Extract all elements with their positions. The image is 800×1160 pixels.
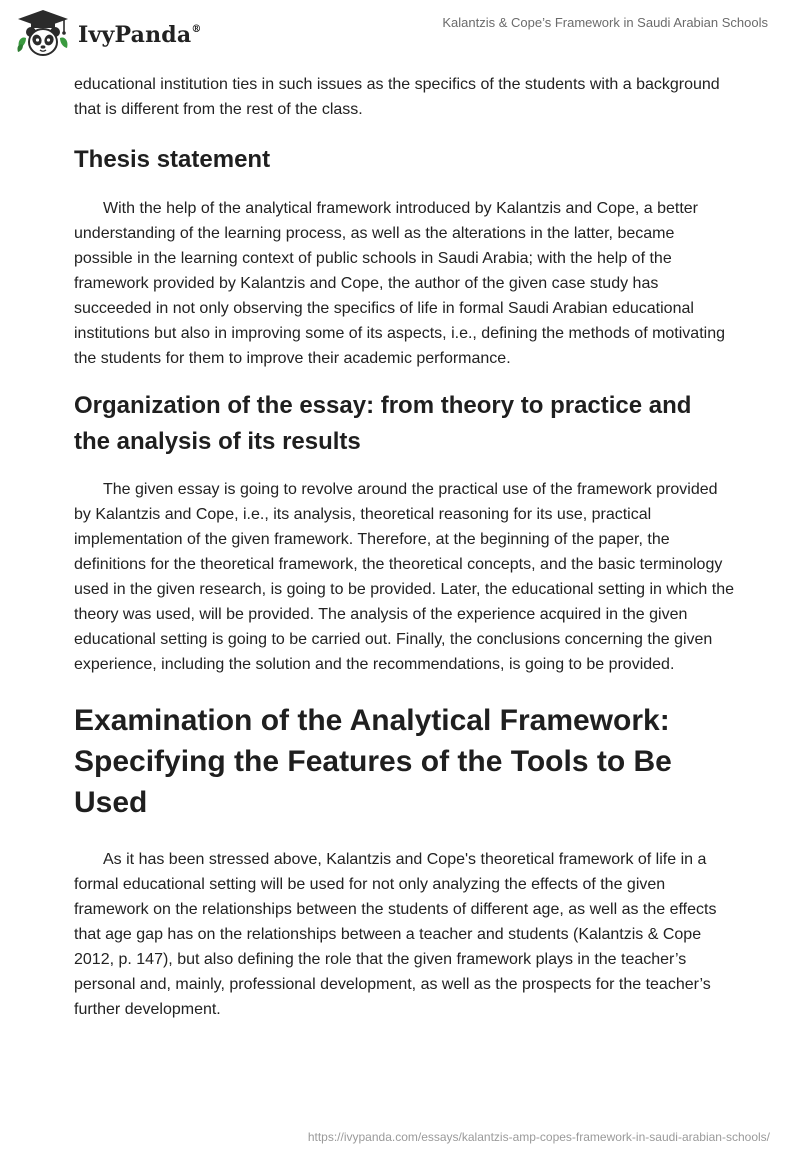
ivypanda-logo[interactable] <box>14 8 202 58</box>
essay-body <box>74 72 734 1022</box>
logo-wordmark: IvyPanda® <box>78 22 202 48</box>
examination-paragraph: As it has been stressed above, Kalantzis and Cope's theoretical framework of life in a formal educational setting will be used for not only analyzing the effects of the given framework on the relationships between the students of different age, as well as the effects that age gap has on the relationships between a teacher and students (Kalantzis & Cope 2012, p. 147), but also defining the role that the given framework plays in the teacher’s personal and, mainly, professional development, as well as the prospects for the teacher’s further development. <box>74 851 717 1018</box>
panda-graduate-icon <box>14 8 72 58</box>
thesis-paragraph: With the help of the analytical framework introduced by Kalantzis and Cope, a better understanding of the learning process, as well as the alterations in the latter, became possible in the learning context of public schools in Saudi Arabia; with the help of the framework provided by Kalantzis and Cope, the author of the given case study has succeeded in not only observing the specifics of life in formal Saudi Arabian educational institutions but also in improving some of its aspects, i.e., defining the methods of motivating the students for them to improve their academic performance. <box>74 200 725 367</box>
page-header <box>0 0 800 70</box>
source-url-link[interactable]: https://ivypanda.com/essays/kalantzis-amp-copes-framework-in-saudi-arabian-schools/ <box>307 1130 770 1144</box>
intro-paragraph: educational institution ties in such issues as the specifics of the students with a background that is different from the rest of the class. <box>74 76 720 118</box>
organization-paragraph: The given essay is going to revolve around the practical use of the framework provided by Kalantzis and Cope, i.e., its analysis, theoretical reasoning for its use, practical implementation of the given framework. Therefore, at the beginning of the paper, the definitions for the theoretical framework, the theoretical concepts, and the basic terminology used in the given research, is going to be provided. Later, the educational setting in which the theory was used, will be provided. The analysis of the experience acquired in the given educational setting is going to be carried out. Finally, the conclusions concerning the given experience, including the solution and the recommendations, is going to be provided. <box>74 481 734 673</box>
organization-heading: Organization of the essay: from theory to practice and the analysis of its results <box>74 392 692 455</box>
running-title: Kalantzis & Cope’s Framework in Saudi Arabian Schools <box>442 15 768 30</box>
examination-heading: Examination of the Analytical Framework: Specifying the Features of the Tools to Be Used <box>74 704 672 819</box>
thesis-heading: Thesis statement <box>74 146 271 173</box>
